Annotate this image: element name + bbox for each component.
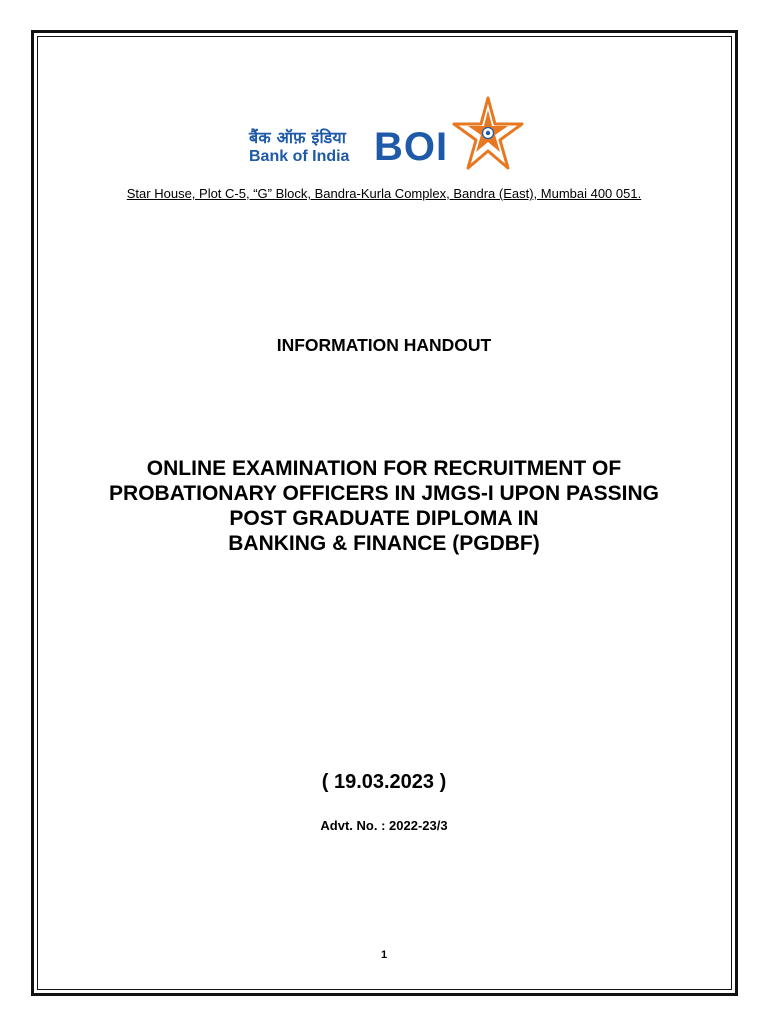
page-number: 1 — [380, 949, 388, 961]
exam-title-line: ONLINE EXAMINATION FOR RECRUITMENT OF — [146, 457, 622, 480]
handout-title: INFORMATION HANDOUT — [276, 335, 492, 355]
exam-title-line: BANKING & FINANCE (PGDBF) — [228, 532, 540, 555]
exam-title — [0, 456, 768, 556]
logo-english-text: Bank of India — [249, 148, 350, 165]
bank-logo — [249, 96, 524, 176]
advertisement-number: Advt. No. : 2022-23/3 — [320, 818, 448, 833]
exam-title-line: PROBATIONARY OFFICERS IN JMGS-I UPON PASSING — [109, 482, 659, 505]
logo-hindi-text: बैंक ऑफ़ इंडिया — [249, 128, 347, 147]
bank-address: Star House, Plot C-5, “G” Block, Bandra-Kurla Complex, Bandra (East), Mumbai 400 051. — [126, 186, 642, 201]
logo-boi-text: BOI — [374, 125, 449, 169]
exam-title-line: POST GRADUATE DIPLOMA IN — [229, 507, 539, 530]
exam-date: ( 19.03.2023 ) — [321, 771, 447, 793]
star-logo-icon — [452, 96, 524, 172]
